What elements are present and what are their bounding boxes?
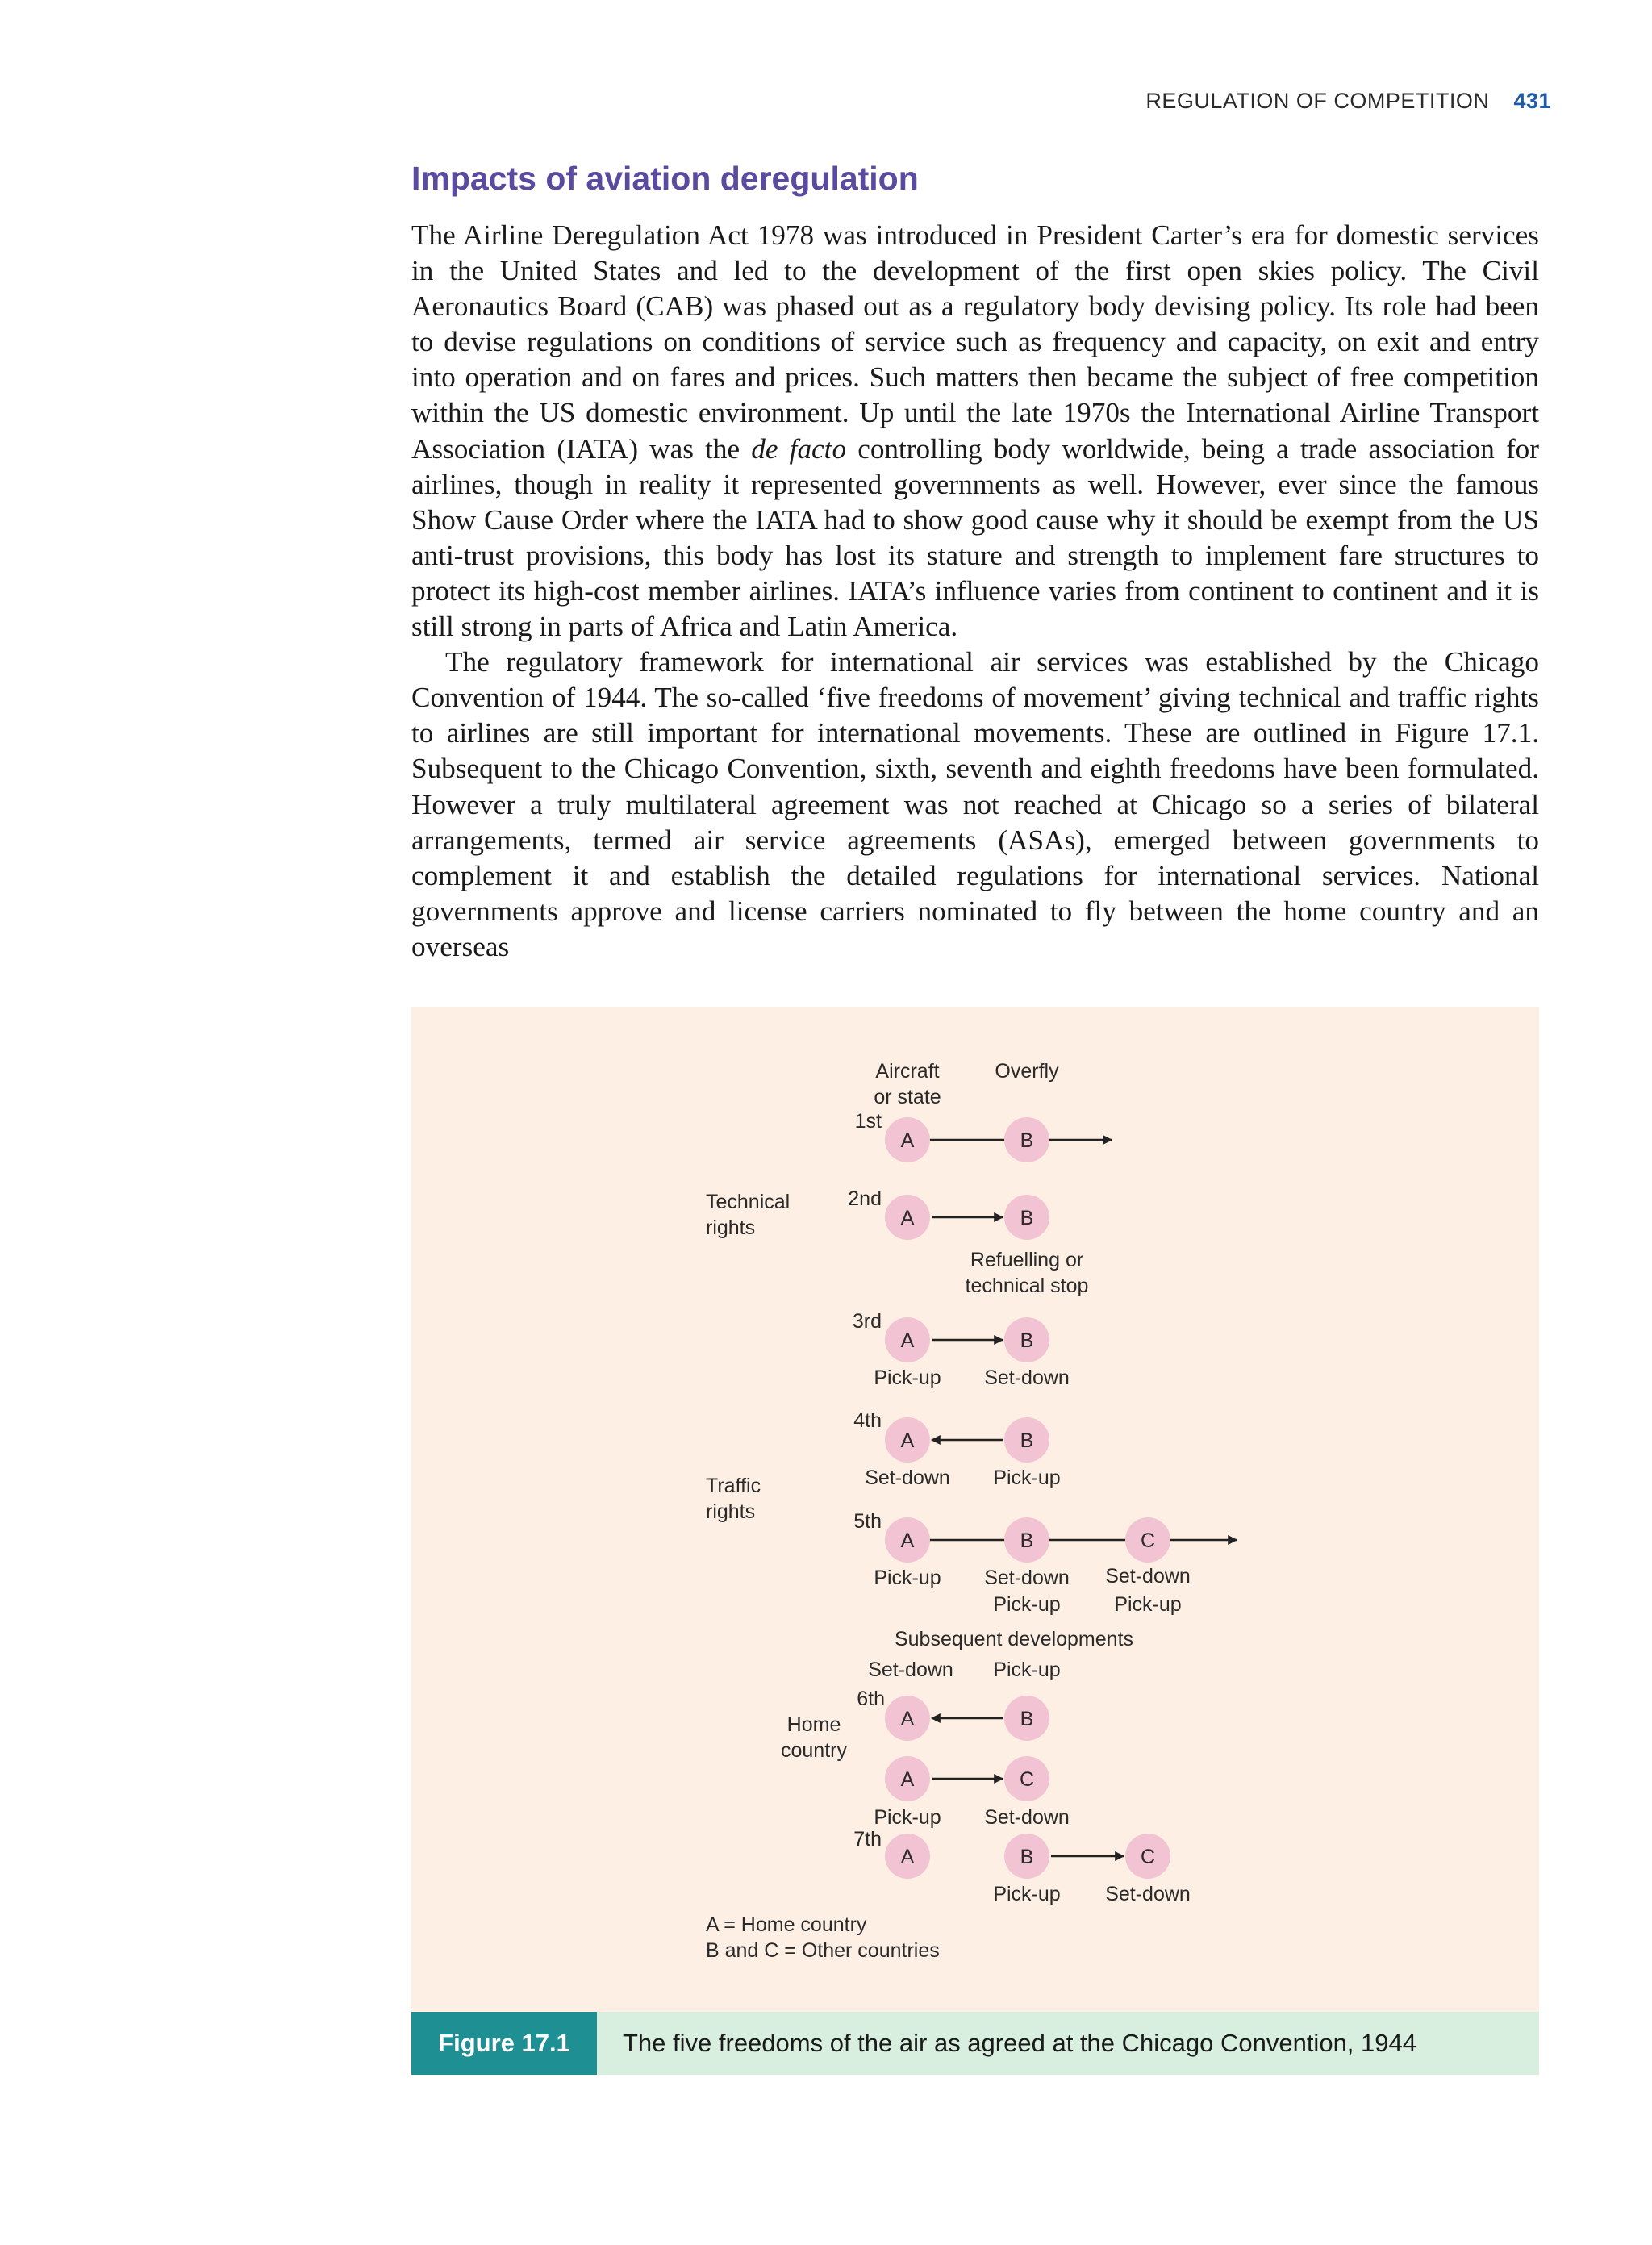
label-c-pickup: Pick-up	[1114, 1593, 1182, 1616]
legend-home-country: A = Home country	[706, 1913, 867, 1936]
node-b-label: B	[1020, 1329, 1034, 1352]
node-b-label: B	[1020, 1129, 1034, 1152]
ordinal-5th: 5th	[853, 1510, 882, 1533]
label-technical-rights-1: Technical	[706, 1191, 791, 1213]
text-run: The Airline Deregulation Act 1978 was introduced in President Carter’s era for domestic services in the United States and led to the development of the first open skies policy. The Civil Aeronautics Board (CAB) was phased out as a regulatory body devising policy. Its role had been to devise regulations on conditions of service such as frequency and capacity, on exit and entry into operation and on fares and prices. Such matters then became the subject of free competition within the US domestic environment. Up until the late 1970s the International Airline Transport Association (IATA) was the	[411, 219, 1539, 465]
node-a-label: A	[900, 1329, 915, 1352]
label-setdown: Set-down	[984, 1367, 1070, 1389]
label-traffic-rights-2: rights	[706, 1500, 756, 1523]
figure-number: Figure 17.1	[411, 2012, 597, 2075]
node-c-label: C	[1019, 1768, 1035, 1791]
node-a-second-label: A	[900, 1768, 915, 1791]
node-a-label: A	[900, 1846, 915, 1868]
node-a-label: A	[900, 1529, 915, 1552]
freedom-4th	[853, 1409, 1060, 1489]
label-pickup: Pick-up	[874, 1567, 941, 1589]
label-home-2: country	[781, 1739, 847, 1762]
subsequent-developments-heading: Subsequent developments	[894, 1628, 1134, 1650]
label-b-pickup: Pick-up	[993, 1593, 1061, 1616]
freedom-1st	[855, 1110, 1112, 1162]
node-a-label: A	[900, 1129, 915, 1152]
ordinal-2nd: 2nd	[848, 1187, 882, 1210]
label-pickup: Pick-up	[993, 1883, 1061, 1905]
label-bottom-pickup: Pick-up	[874, 1806, 941, 1829]
label-setdown: Set-down	[1105, 1883, 1191, 1905]
node-b-label: B	[1020, 1846, 1034, 1868]
label-technical-rights-2: rights	[706, 1216, 756, 1239]
ordinal-6th: 6th	[857, 1688, 885, 1710]
node-b-label: B	[1020, 1207, 1034, 1229]
running-head-title: REGULATION OF COMPETITION	[1145, 89, 1490, 113]
node-b-label: B	[1020, 1429, 1034, 1452]
header-overfly: Overfly	[995, 1060, 1059, 1083]
label-top-pickup: Pick-up	[993, 1659, 1061, 1681]
label-b-setdown: Set-down	[984, 1567, 1070, 1589]
label-home-1: Home	[786, 1713, 841, 1736]
note-refuelling-1: Refuelling or	[970, 1249, 1084, 1271]
label-pickup: Pick-up	[993, 1467, 1061, 1489]
label-traffic-rights-1: Traffic	[706, 1475, 761, 1497]
page-number: 431	[1513, 89, 1551, 113]
label-setdown: Set-down	[865, 1467, 950, 1489]
header-aircraft-line2: or state	[874, 1086, 941, 1108]
label-top-setdown: Set-down	[868, 1659, 953, 1681]
text-run: controlling body worldwide, being a trade association for airlines, though in reality it represented governments as well. However, ever since the famous Show Cause Order where the IATA had to show good cause why it should be exempt from the US anti-trust provisions, this body has lost its stature and strength to implement fare structures to protect its high-cost member airlines. IATA’s influence varies from continent to continent and it is still strong in parts of Africa and Latin America.	[411, 432, 1539, 643]
ordinal-7th: 7th	[853, 1828, 882, 1851]
section-heading: Impacts of aviation deregulation	[411, 160, 919, 197]
label-bottom-setdown: Set-down	[984, 1806, 1070, 1829]
freedom-6th	[781, 1659, 1070, 1829]
node-a-label: A	[900, 1708, 915, 1730]
body-paragraph	[411, 218, 1539, 645]
label-pickup: Pick-up	[874, 1367, 941, 1389]
ordinal-4th: 4th	[853, 1409, 882, 1432]
ordinal-1st: 1st	[854, 1110, 882, 1133]
italic-run: de facto	[751, 432, 847, 465]
node-c-label: C	[1140, 1529, 1156, 1552]
freedom-7th	[853, 1828, 1191, 1905]
node-b-label: B	[1020, 1708, 1034, 1730]
freedoms-diagram	[411, 1007, 1539, 2075]
figure-five-freedoms	[411, 1007, 1539, 2075]
node-c-label: C	[1140, 1846, 1156, 1868]
running-head	[1145, 89, 1551, 114]
body-text	[411, 218, 1539, 965]
text-run: The regulatory framework for international air services was established by the Chicago Convention of 1944. The so-called ‘five freedoms of movement’ giving technical and traffic rights to airlines are still important for international movements. These are outlined in Figure 17.1. Subsequent to the Chicago Convention, sixth, seventh and eighth freedoms have been formulated. However a truly multilateral agreement was not reached at Chicago so a series of bilateral arrangements, termed air service agreements (ASAs), emerged between governments to complement it and establish the detailed regulations for international services. National governments approve and license carriers nominated to fly between the home country and an overseas	[411, 646, 1539, 962]
ordinal-3rd: 3rd	[852, 1310, 882, 1333]
node-b-label: B	[1020, 1529, 1034, 1552]
body-paragraph	[411, 645, 1539, 965]
label-c-setdown: Set-down	[1105, 1565, 1191, 1588]
node-a-label: A	[900, 1429, 915, 1452]
freedom-5th	[853, 1510, 1237, 1616]
freedom-3rd	[853, 1310, 1070, 1389]
figure-caption	[411, 2012, 1539, 2075]
node-a-label: A	[900, 1207, 915, 1229]
note-refuelling-2: technical stop	[965, 1275, 1089, 1297]
legend-other-countries: B and C = Other countries	[706, 1939, 940, 1962]
figure-caption-text: The five freedoms of the air as agreed at the Chicago Convention, 1944	[623, 2029, 1416, 2057]
freedom-2nd	[848, 1187, 1088, 1297]
header-aircraft-line1: Aircraft	[875, 1060, 940, 1083]
